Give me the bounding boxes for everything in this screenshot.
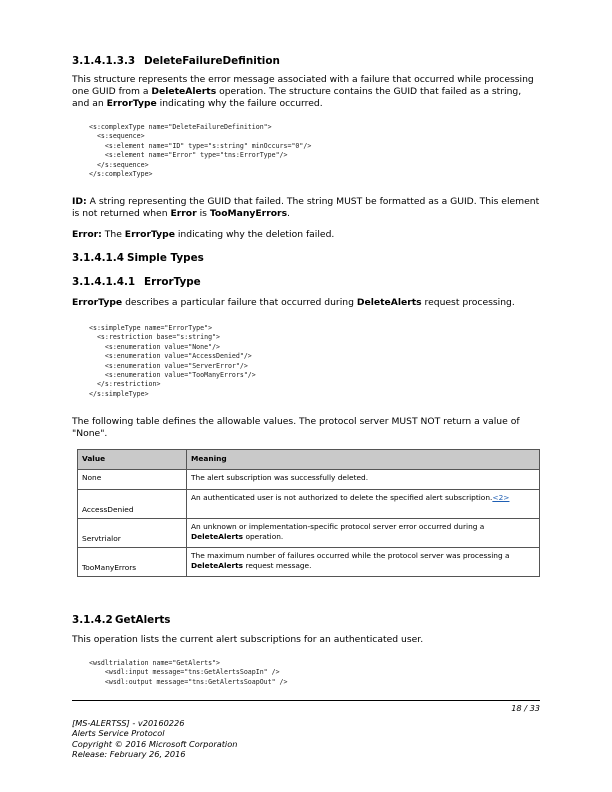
heading-delete-failure-definition <box>72 55 280 67</box>
meaning-bold: DeleteAlerts <box>191 532 244 542</box>
value-cell: AccessDenied <box>78 490 187 519</box>
intro-text-3: indicating why the failure occurred. <box>156 98 323 110</box>
errortype-description <box>72 297 540 309</box>
heading-title: Simple Types <box>127 252 204 264</box>
table-row <box>78 519 540 548</box>
heading-simple-types <box>72 252 204 264</box>
meaning-cell <box>187 519 540 548</box>
code-line: <s:sequence> <box>89 132 145 141</box>
code-line: <s:enumeration value="None"/> <box>89 342 221 351</box>
field-bold-2: TooManyErrors <box>209 208 288 220</box>
heading-number: 3.1.4.1.4.1 <box>72 276 136 288</box>
intro-text-1: This structure represents the error message associated with a failure that occurred while processing one GUID from a <box>72 74 534 98</box>
code-line: <s:enumeration value="ServerError"/> <box>89 361 248 370</box>
getalerts-description: This operation lists the current alert subscriptions for an authenticated user. <box>72 634 424 645</box>
footnote-link[interactable]: <2> <box>492 493 510 502</box>
value-cell: Servtrialor <box>78 519 187 548</box>
code-line: <wsdltrialation name="GetAlerts"> <box>89 659 221 667</box>
errortype-text-2: request processing. <box>421 297 515 308</box>
heading-error-type <box>72 276 201 288</box>
error-values-table <box>77 449 540 577</box>
code-block-wsdl-operation <box>89 659 288 687</box>
table-row <box>78 490 540 519</box>
meaning-text-2: request message. <box>243 561 312 571</box>
footer-doc-title: Alerts Service Protocol <box>72 728 165 739</box>
code-line: <s:enumeration value="TooManyErrors"/> <box>89 371 256 380</box>
errortype-bold-1: ErrorType <box>72 297 123 308</box>
meaning-cell <box>187 490 540 519</box>
field-text-1: A string representing the GUID that failed. The string MUST be formatted as a GUID. This element is not returned when <box>72 196 540 220</box>
code-line: <wsdl:input message="tns:GetAlertsSoapIn" /> <box>89 668 280 677</box>
column-header-meaning: Meaning <box>187 450 540 470</box>
footer-block <box>72 718 237 760</box>
value-cell: None <box>78 470 187 490</box>
field-label: ID: <box>72 196 87 207</box>
field-label: Error: <box>72 229 102 240</box>
heading-title: GetAlerts <box>115 614 171 626</box>
errortype-bold-2: DeleteAlerts <box>356 297 422 308</box>
meaning-cell <box>187 548 540 577</box>
meaning-text: The maximum number of failures occurred while the protocol server was processing a <box>191 551 510 560</box>
code-line: <s:simpleType name="ErrorType"> <box>89 324 213 332</box>
intro-text-2: operation. The structure contains the GUID that failed as a string, and an <box>72 86 522 110</box>
code-block-simple-type <box>89 324 256 399</box>
error-field-description <box>72 229 540 241</box>
meaning-text: An authenticated user is not authorized to delete the specified alert subscription. <box>191 493 493 502</box>
table-row <box>78 548 540 577</box>
meaning-text: An unknown or implementation-specific protocol server error occurred during a <box>191 522 485 531</box>
code-line: <s:enumeration value="AccessDenied"/> <box>89 352 252 361</box>
value-cell: TooManyErrors <box>78 548 187 577</box>
errortype-text-1: describes a particular failure that occurred during <box>122 297 357 308</box>
code-line: </s:simpleType> <box>89 389 149 398</box>
table-header-row <box>78 450 540 470</box>
heading-number: 3.1.4.1.4 <box>72 252 124 264</box>
meaning-text-2: operation. <box>243 532 284 542</box>
intro-bold-1: DeleteAlerts <box>151 86 217 98</box>
id-field-description <box>72 196 540 220</box>
code-block-complex-type <box>89 123 311 179</box>
page-number: 18 / 33 <box>511 703 540 713</box>
meaning-cell <box>187 470 540 490</box>
meaning-bold: DeleteAlerts <box>191 561 244 571</box>
column-header-value: Value <box>78 450 187 470</box>
footer-divider <box>72 700 540 701</box>
code-line: </s:restriction> <box>89 380 161 389</box>
field-text-1: The <box>101 229 125 240</box>
table-intro-paragraph: The following table defines the allowable values. The protocol server MUST NOT return a value of "None". <box>72 416 520 440</box>
footer-doc-id: [MS-ALERTSS] - v20160226 <box>72 718 185 728</box>
field-bold-1: ErrorType <box>124 229 175 240</box>
code-line: <s:restriction base="s:string"> <box>89 333 221 342</box>
field-text-3: . <box>287 208 290 220</box>
heading-number: 3.1.4.2 <box>72 614 113 626</box>
code-line: <s:element name="Error" type="tns:ErrorType"/> <box>89 151 288 160</box>
code-line: </s:sequence> <box>89 160 149 169</box>
field-text-2: indicating why the deletion failed. <box>174 229 335 240</box>
heading-number: 3.1.4.1.3.3 <box>72 55 136 67</box>
code-line: <wsdl:output message="tns:GetAlertsSoapOut" /> <box>89 677 288 686</box>
field-bold-1: Error <box>170 208 197 220</box>
meaning-text: The alert subscription was successfully deleted. <box>191 473 369 482</box>
footer-copyright: Copyright © 2016 Microsoft Corporation <box>72 738 238 749</box>
field-text-2: is <box>196 208 210 220</box>
heading-title: ErrorType <box>144 276 201 288</box>
code-line: <s:complexType name="DeleteFailureDefinition"> <box>89 123 272 131</box>
heading-title: DeleteFailureDefinition <box>144 55 280 67</box>
intro-paragraph <box>72 74 540 111</box>
table-row <box>78 470 540 490</box>
code-line: </s:complexType> <box>89 170 153 179</box>
heading-get-alerts <box>72 614 170 626</box>
intro-bold-2: ErrorType <box>106 98 157 110</box>
footer-release: Release: February 26, 2016 <box>72 749 186 760</box>
code-line: <s:element name="ID" type="s:string" minOccurs="0"/> <box>89 141 312 150</box>
